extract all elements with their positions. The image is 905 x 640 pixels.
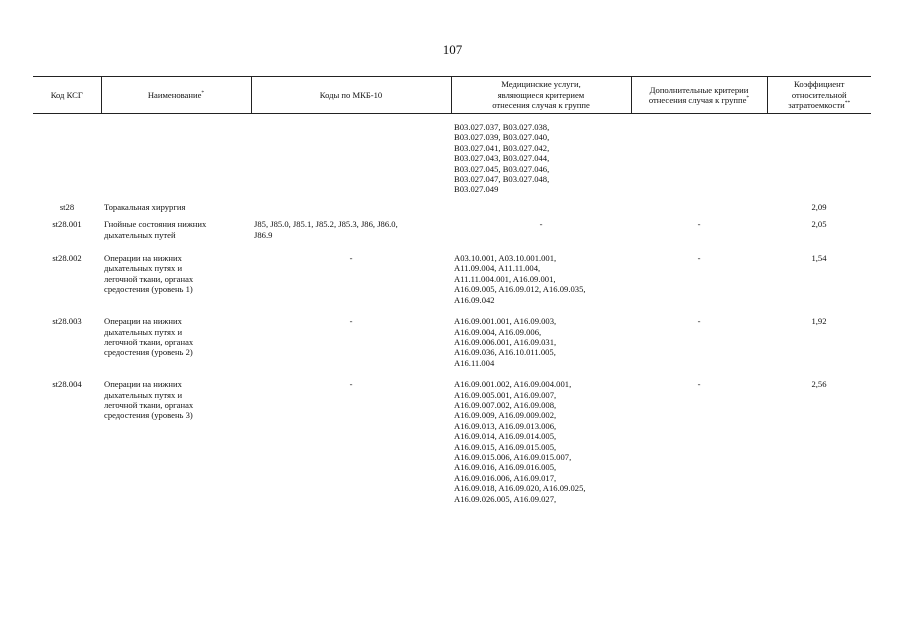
cell-medical-services-line: B03.027.041, B03.027.042, [454,142,550,153]
cell-name-line: средостения (уровень 1) [104,284,193,295]
cell-cost-coefficient [767,195,871,212]
cell-name-line: Операции на нижних [104,253,182,264]
header-criteria: Дополнительные критерии отнесения случая к группе* [631,77,767,114]
cell-name-line: Операции на нижних [104,379,182,390]
cell-medical-services-line: A16.09.014, A16.09.014.005, [454,431,557,442]
cell-cost-coefficient [767,246,871,309]
cell-medical-services-line: A16.09.015.006, A16.09.015.007, [454,451,572,462]
cell-medical-services-line: A16.09.006.001, A16.09.031, [454,336,557,347]
table-row [33,372,871,504]
cell-additional-criteria [631,212,767,246]
cell-ksg-code [33,246,101,309]
cell-medical-services-line: A16.11.004 [454,357,495,368]
cell-name-line: дыхательных путях и [104,263,183,274]
cell-name-line: средостения (уровень 3) [104,410,193,421]
cell-additional-criteria [631,195,767,212]
cell-name-line: легочной ткани, органах [104,399,194,410]
cell-medical-services-line: - [539,219,543,230]
cell-medical-services-line: A16.09.001.001, A16.09.003, [454,316,557,327]
cell-mkb-codes [251,372,451,504]
table-row [33,114,871,195]
cell-medical-services [451,372,631,504]
cell-ksg-code-value: st28.002 [52,253,82,264]
table-row [33,195,871,212]
cell-cost-coefficient-value: 2,09 [811,201,827,212]
cell-name [101,114,251,195]
cell-medical-services-line: A16.09.016.006, A16.09.017, [454,472,557,483]
cell-additional-criteria [631,246,767,309]
cell-additional-criteria [631,309,767,372]
header-name: Наименование* [101,77,251,114]
header-services: Медицинские услуги, являющиеся критерием отнесения случая к группе [451,77,631,114]
cell-name-line: Операции на нижних [104,316,182,327]
table-row [33,309,871,372]
cell-medical-services [451,114,631,195]
ksg-table [33,76,871,504]
cell-mkb-codes-line: J86.9 [254,229,273,240]
cell-name [101,309,251,372]
cell-mkb-codes [251,212,451,246]
cell-medical-services-line: B03.027.045, B03.027.046, [454,163,550,174]
cell-ksg-code [33,212,101,246]
cell-medical-services [451,309,631,372]
cell-medical-services-line: A16.09.015, A16.09.015.005, [454,441,557,452]
cell-mkb-codes-line: J85, J85.0, J85.1, J85.2, J85.3, J86, J86.0, [254,219,398,230]
cell-ksg-code [33,114,101,195]
cell-medical-services [451,212,631,246]
cell-ksg-code-value: st28.004 [52,379,82,390]
cell-name [101,372,251,504]
cell-medical-services-line: A11.11.004.001, A16.09.001, [454,273,556,284]
cell-name-line: дыхательных путях и [104,326,183,337]
header-code: Код КСГ [33,77,101,114]
cell-cost-coefficient [767,114,871,195]
cell-medical-services-line: A16.09.004, A16.09.006, [454,326,542,337]
cell-medical-services-line: A16.09.009, A16.09.009.002, [454,410,557,421]
table-header-row [33,77,871,114]
cell-medical-services-line: B03.027.049 [454,184,499,195]
cell-ksg-code-value: st28.003 [52,316,82,327]
cell-additional-criteria-value: - [697,253,701,264]
header-mkb: Коды по МКБ-10 [251,77,451,114]
cell-medical-services-line: B03.027.039, B03.027.040, [454,132,550,143]
cell-medical-services-line: A16.09.001.002, A16.09.004.001, [454,379,572,390]
cell-additional-criteria-value: - [697,379,701,390]
table-row [33,246,871,309]
cell-medical-services-line: A16.09.005, A16.09.012, A16.09.035, [454,284,586,295]
cell-additional-criteria [631,372,767,504]
cell-medical-services-line: A16.09.042 [454,294,495,305]
cell-medical-services-line: A16.09.016, A16.09.016.005, [454,462,557,473]
cell-medical-services-line: A11.09.004, A11.11.004, [454,263,541,274]
cell-ksg-code [33,372,101,504]
cell-ksg-code-value: st28.001 [52,219,82,230]
cell-medical-services-line: A16.09.036, A16.10.011.005, [454,347,556,358]
cell-mkb-codes-line: - [349,253,353,264]
cell-mkb-codes [251,309,451,372]
cell-name-line: Гнойные состояния нижних [104,219,207,230]
cell-cost-coefficient [767,372,871,504]
header-criteria-footnote-mark: * [746,95,750,102]
cell-name [101,212,251,246]
cell-ksg-code [33,309,101,372]
cell-mkb-codes-line: - [349,316,353,327]
cell-mkb-codes-line: - [349,379,353,390]
cell-medical-services-line: A16.09.005.001, A16.09.007, [454,389,557,400]
cell-cost-coefficient [767,309,871,372]
cell-cost-coefficient-value: 2,05 [811,219,827,230]
cell-medical-services-line: A16.09.013, A16.09.013.006, [454,420,557,431]
page-number: 107 [442,42,463,57]
cell-medical-services-line: B03.027.043, B03.027.044, [454,153,550,164]
cell-name-line: средостения (уровень 2) [104,347,193,358]
cell-additional-criteria [631,114,767,195]
cell-cost-coefficient-value: 1,54 [811,253,827,264]
cell-name-line: Торакальная хирургия [104,201,186,212]
cell-medical-services-line: A16.09.007.002, A16.09.008, [454,399,557,410]
cell-medical-services [451,246,631,309]
cell-name-line: дыхательных путей [104,229,176,240]
header-coef-footnote-mark: ** [844,100,851,107]
table-row [33,212,871,246]
header-name-footnote-mark: * [201,89,205,96]
cell-ksg-code [33,195,101,212]
cell-additional-criteria-value: - [697,316,701,327]
cell-name [101,195,251,212]
cell-medical-services-line: A16.09.026.005, A16.09.027, [454,493,557,504]
cell-medical-services-line: A03.10.001, A03.10.001.001, [454,253,557,264]
cell-cost-coefficient-value: 2,56 [811,379,827,390]
cell-name-line: легочной ткани, органах [104,336,194,347]
cell-additional-criteria-value: - [697,219,701,230]
cell-medical-services-line: A16.09.018, A16.09.020, A16.09.025, [454,483,586,494]
cell-name-line: легочной ткани, органах [104,273,194,284]
cell-mkb-codes [251,195,451,212]
cell-ksg-code-value: st28 [59,201,75,212]
cell-name-line: дыхательных путях и [104,389,183,400]
cell-cost-coefficient [767,212,871,246]
cell-cost-coefficient-value: 1,92 [811,316,827,327]
header-coef: Коэффициент относительной затратоемкости** [767,77,871,114]
cell-mkb-codes [251,246,451,309]
cell-medical-services-line: B03.027.047, B03.027.048, [454,174,550,185]
cell-name [101,246,251,309]
cell-medical-services [451,195,631,212]
cell-mkb-codes [251,114,451,195]
cell-medical-services-line: B03.027.037, B03.027.038, [454,122,550,132]
